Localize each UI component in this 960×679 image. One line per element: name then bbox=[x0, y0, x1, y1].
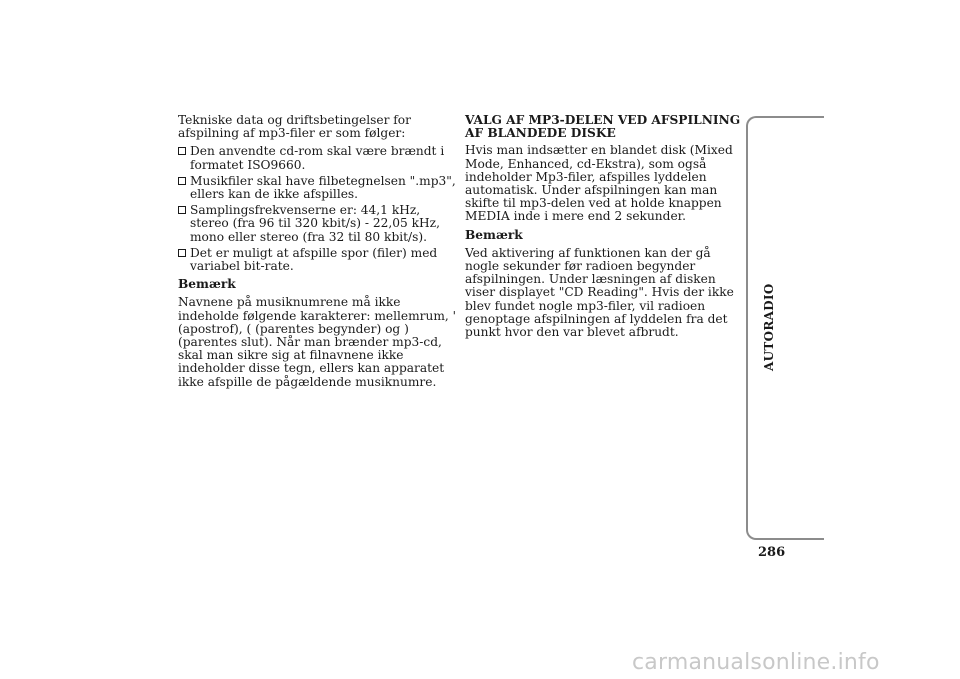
note-paragraph: Navnene på musiknumrene må ikke indeholde følgende karakterer: mellemrum, ' (apostrof), ( (parentes begynder) og ) (parentes slut). Når man brænder mp3-cd, skal man sikre sig at filnavnene ikke indeholder disse tegn, ellers kan apparatet ikke afspille de pågældende musiknumre. bbox=[178, 295, 456, 389]
left-column bbox=[178, 114, 458, 394]
section-paragraph: Hvis man indsætter en blandet disk (Mixed Mode, Enhanced, cd-Ekstra), som også indeholder Mp3-filer, afspilles lyddelen automatisk. Under afspilningen kan man skifte til mp3-delen ved at holde knappen MEDIA inde i mere end 2 sekunder. bbox=[465, 143, 733, 224]
list-item: Det er muligt at afspille spor (filer) med variabel bit-rate. bbox=[178, 247, 458, 273]
note-heading: Bemærk bbox=[465, 227, 523, 242]
section-heading: VALG AF MP3-DELEN VED AFSPILNING AF BLANDEDE DISKE bbox=[465, 113, 741, 141]
note-paragraph: Ved aktivering af funktionen kan der gå nogle sekunder før radioen begynder afspilningen. Under læsningen af disken viser displayet "CD Reading". Hvis der ikke blev fundet nogle mp3-filer, vil radioen genoptage afspilningen af lyddelen fra det punkt hvor den var blevet afbrudt. bbox=[465, 245, 734, 340]
right-column bbox=[465, 114, 743, 344]
checkbox-bullet-icon bbox=[178, 147, 186, 155]
checkbox-bullet-icon bbox=[178, 177, 186, 185]
intro-paragraph: Tekniske data og driftsbetingelser for afspilning af mp3-filer er som følger: bbox=[178, 113, 411, 141]
checkbox-bullet-icon bbox=[178, 206, 186, 214]
list-item: Samplingsfrekvenserne er: 44,1 kHz, stereo (fra 96 til 320 kbit/s) - 22,05 kHz, mono eller stereo (fra 32 til 80 kbit/s). bbox=[178, 204, 458, 244]
side-tab-frame bbox=[746, 116, 824, 540]
page-number: 286 bbox=[758, 545, 786, 560]
list-item: Den anvendte cd-rom skal være brændt i formatet ISO9660. bbox=[178, 145, 458, 171]
note-heading: Bemærk bbox=[178, 277, 236, 292]
checkbox-bullet-icon bbox=[178, 249, 186, 257]
spec-list bbox=[178, 145, 458, 273]
list-item: Musikfiler skal have filbetegnelsen ".mp3", ellers kan de ikke afspilles. bbox=[178, 175, 458, 201]
watermark: carmanualsonline.info bbox=[632, 650, 880, 675]
side-tab-label: AUTORADIO bbox=[762, 283, 776, 371]
